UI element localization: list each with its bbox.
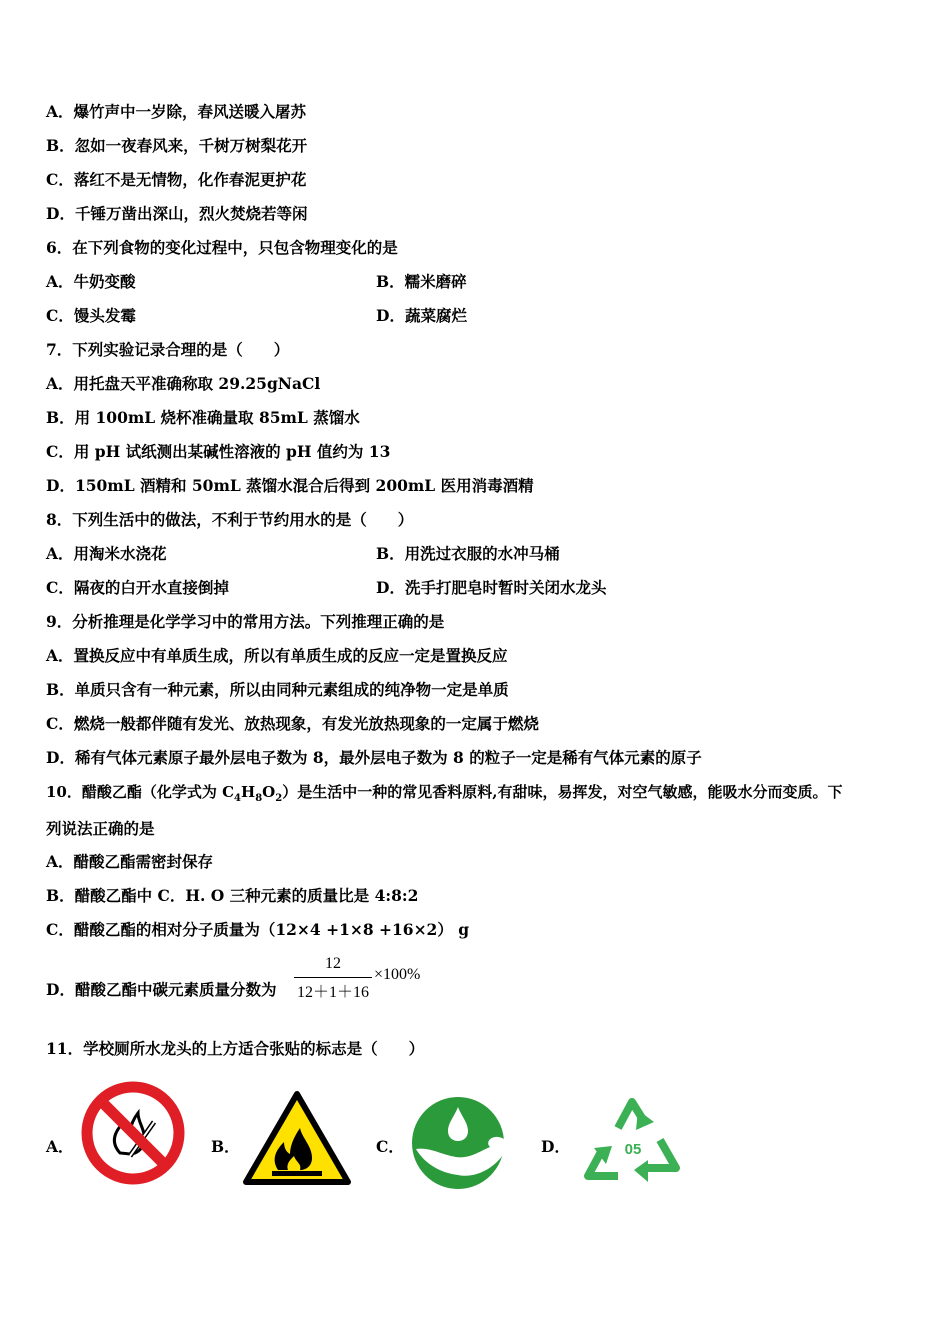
- q6-option-d: D．蔬菜腐烂: [376, 306, 467, 325]
- q10-stem-line2: 列说法正确的是: [46, 819, 155, 838]
- q10-option-a: A．醋酸乙酯需密封保存: [46, 852, 214, 871]
- q9-option-a: A．置换反应中有单质生成，所以有单质生成的反应一定是置换反应: [46, 646, 508, 665]
- q9-option-b: B．单质只含有一种元素，所以由同种元素组成的纯净物一定是单质: [46, 680, 509, 699]
- q10-option-b: B．醋酸乙酯中 C．H. O 三种元素的质量比是 4:8:2: [46, 886, 419, 905]
- fraction-denominator: 12＋1＋16: [296, 984, 369, 1001]
- q6-option-a: A．牛奶变酸: [46, 272, 136, 291]
- q11-label-b: B．: [211, 1137, 240, 1156]
- no-fire-sign-icon: [78, 1078, 188, 1188]
- q5-option-b: B．忽如一夜春风来，千树万树梨花开: [46, 136, 308, 155]
- q7-option-c: C．用 pH 试纸测出某碱性溶液的 pH 值约为 13: [46, 442, 391, 461]
- q6-stem: 6．在下列食物的变化过程中，只包含物理变化的是: [46, 238, 398, 257]
- fraction-numerator: 12: [325, 955, 341, 972]
- fraction-multiplier: ×100%: [374, 966, 421, 983]
- q9-option-c: C．燃烧一般都伴随有发光、放热现象，有发光放热现象的一定属于燃烧: [46, 714, 539, 733]
- q10-stem: 10．醋酸乙酯（化学式为 $C_4H_8O_2$）是生活中一种的常见香料原料,有甜味，易挥发，对空气敏感，能吸水分而变质。下: [46, 783, 843, 804]
- water-saving-sign-icon: [410, 1095, 510, 1191]
- q7-stem: 7．下列实验记录合理的是（ ）: [46, 340, 290, 359]
- q11-stem: 11．学校厕所水龙头的上方适合张贴的标志是（ ）: [46, 1039, 425, 1058]
- q8-option-a: A．用淘米水浇花: [46, 544, 167, 563]
- q8-stem: 8．下列生活中的做法，不利于节约用水的是（ ）: [46, 510, 414, 529]
- fraction-bar: [294, 977, 372, 978]
- q11-label-a: A．: [46, 1137, 74, 1156]
- q9-stem: 9．分析推理是化学学习中的常用方法。下列推理正确的是: [46, 612, 445, 631]
- recycle-05-sign-icon: [578, 1088, 688, 1188]
- q8-option-c: C．隔夜的白开水直接倒掉: [46, 578, 229, 597]
- q7-option-a: A．用托盘天平准确称取 29.25gNaCl: [46, 374, 321, 393]
- q9-option-d: D．稀有气体元素原子最外层电子数为 8，最外层电子数为 8 的粒子一定是稀有气体元素的原子: [46, 748, 702, 767]
- q11-label-c: C．: [376, 1137, 404, 1156]
- flammable-warning-sign-icon: [242, 1090, 352, 1186]
- q8-option-d: D．洗手打肥皂时暂时关闭水龙头: [376, 578, 607, 597]
- q10-option-c: C．醋酸乙酯的相对分子质量为（12×4 +1×8 +16×2） g: [46, 920, 470, 939]
- q11-label-d: D．: [541, 1137, 570, 1156]
- recycle-code-text: 05: [624, 1141, 642, 1158]
- q5-option-d: D．千锤万凿出深山，烈火焚烧若等闲: [46, 204, 308, 223]
- q8-option-b: B．用洗过衣服的水冲马桶: [376, 544, 560, 563]
- q7-option-b: B．用 100mL 烧杯准确量取 85mL 蒸馏水: [46, 408, 360, 427]
- q10-option-d: D．醋酸乙酯中碳元素质量分数为: [46, 980, 277, 999]
- q7-option-d: D．150mL 酒精和 50mL 蒸馏水混合后得到 200mL 医用消毒酒精: [46, 476, 534, 495]
- q5-option-a: A．爆竹声中一岁除，春风送暖入屠苏: [46, 102, 307, 121]
- mass-fraction-formula: [294, 955, 434, 1003]
- q5-option-c: C．落红不是无情物，化作春泥更护花: [46, 170, 307, 189]
- q6-option-b: B．糯米磨碎: [376, 272, 467, 291]
- q6-option-c: C．馒头发霉: [46, 306, 136, 325]
